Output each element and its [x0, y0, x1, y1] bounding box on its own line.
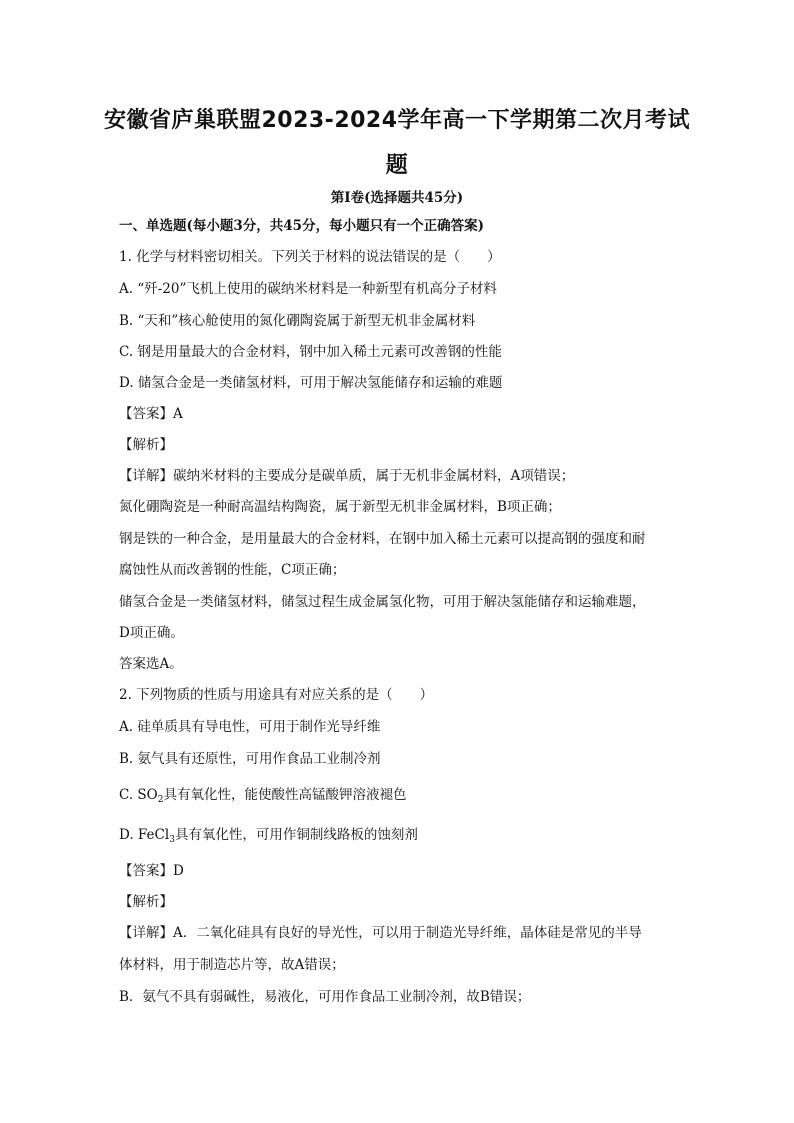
question-2-detail: 体材料，用于制造芯片等，故A错误；	[119, 957, 345, 973]
option-d-text: 具有氧化性，可用作铜制线路板的蚀刻剂	[174, 827, 418, 843]
question-1-detail: 【详解】碳纳米材料的主要成分是碳单质，属于无机非金属材料，A项错误；	[119, 468, 575, 484]
question-1-answer: 【答案】A	[119, 406, 183, 422]
question-1-option-c: C. 钢是用量最大的合金材料，钢中加入稀土元素可改善钢的性能	[119, 344, 502, 360]
question-1-option-d: D. 储氢合金是一类储氢材料，可用于解决氢能储存和运输的难题	[119, 375, 503, 391]
document-title-continued: 题	[385, 153, 409, 178]
question-1-stem: 1. 化学与材料密切相关。下列关于材料的说法错误的是（ ）	[119, 249, 501, 265]
question-1-option-b: B. “天和”核心舱使用的氮化硼陶瓷属于新型无机非金属材料	[119, 313, 476, 329]
question-1-detail: 氮化硼陶瓷是一种耐高温结构陶瓷，属于新型无机非金属材料，B项正确；	[119, 499, 561, 515]
question-2-option-a: A. 硅单质具有导电性，可用于制作光导纤维	[119, 719, 381, 735]
option-c-prefix: C. SO	[119, 787, 158, 803]
question-2-stem: 2. 下列物质的性质与用途具有对应关系的是（ ）	[119, 687, 434, 703]
option-d-subscript: 3	[169, 835, 175, 845]
question-1-conclusion: 答案选A。	[119, 656, 183, 672]
option-c-subscript: 2	[157, 795, 164, 805]
question-1-detail: 腐蚀性从而改善钢的性能，C项正确；	[119, 562, 346, 578]
question-1-detail: D项正确。	[119, 625, 184, 641]
option-d-prefix: D. FeCl	[119, 827, 170, 843]
question-2-option-b: B. 氨气具有还原性，可用作食品工业制冷剂	[119, 751, 381, 767]
section-heading: 一、单选题(每小题3分，共45分，每小题只有一个正确答案)	[119, 218, 484, 234]
question-2-option-c	[119, 786, 406, 809]
document-title: 安徽省庐巢联盟2023-2024学年高一下学期第二次月考试	[103, 108, 691, 133]
question-2-answer: 【答案】D	[119, 863, 184, 879]
question-1-detail: 储氢合金是一类储氢材料，储氢过程生成金属氢化物，可用于解决氢能储存和运输难题，	[119, 594, 646, 610]
question-2-detail: 【详解】A．二氧化硅具有良好的导光性，可以用于制造光导纤维，晶体硅是常见的半导	[119, 925, 642, 941]
question-1-option-a: A. “歼-20”飞机上使用的碳纳米材料是一种新型有机高分子材料	[119, 281, 497, 297]
question-2-detail: B．氨气不具有弱碱性，易液化，可用作食品工业制冷剂，故B错误；	[119, 989, 531, 1005]
question-2-analysis-label: 【解析】	[119, 894, 173, 910]
option-c-text: 具有氧化性，能使酸性高锰酸钾溶液褪色	[163, 787, 407, 803]
question-1-detail: 钢是铁的一种合金，是用量最大的合金材料，在钢中加入稀土元素可以提高钢的强度和耐	[119, 531, 646, 547]
volume-heading: 第Ⅰ卷(选择题共45分)	[330, 190, 464, 206]
question-2-option-d	[119, 826, 418, 849]
question-1-analysis-label: 【解析】	[119, 437, 173, 453]
